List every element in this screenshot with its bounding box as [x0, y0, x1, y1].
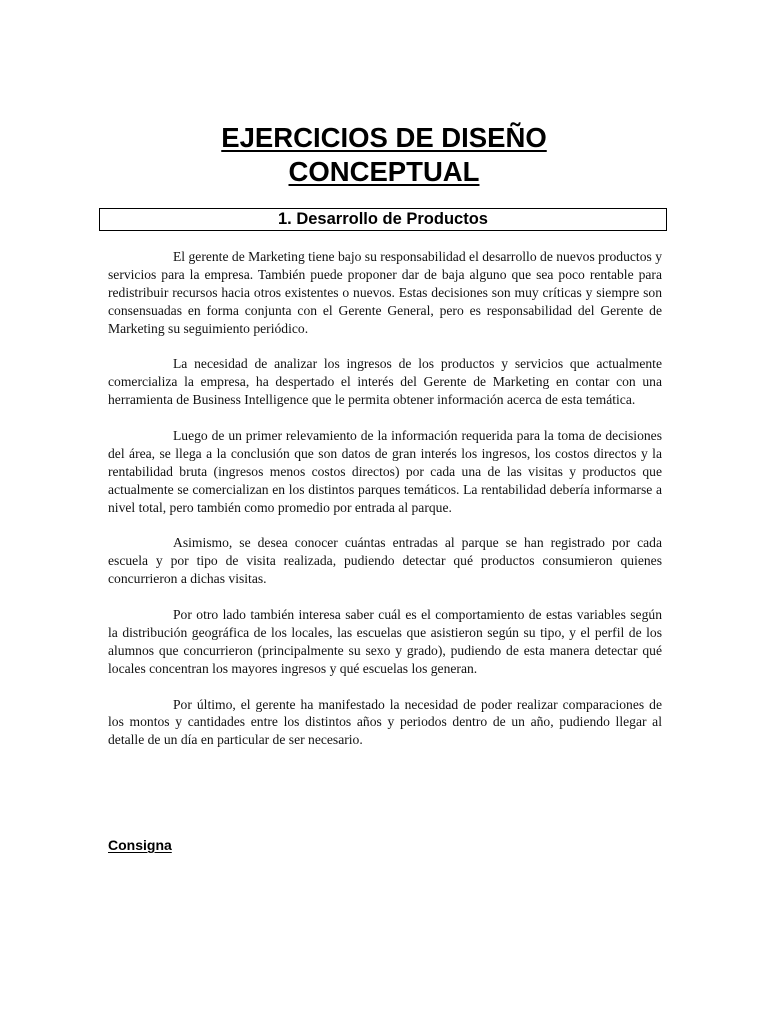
paragraph: El gerente de Marketing tiene bajo su responsabilidad el desarrollo de nuevos productos y servicios para la empresa. También puede proponer dar de baja alguno que sea poco rentable para redistribuir recursos hacia otros existentes o nuevos. Estas decisiones son muy críticas y siempre son consensuadas en forma conjunta con el Gerente General, pero es responsabilidad del Gerente de Marketing su seguimiento periódico. — [108, 249, 662, 336]
paragraph: Por otro lado también interesa saber cuál es el comportamiento de estas variables según la distribución geográfica de los locales, las escuelas que asistieron según su tipo, y el perfil de los alumnos que concurrieron (principalmente su sexo y grado), pudiendo de esta manera detectar qué locales concentran los mayores ingresos y qué escuelas los generan. — [108, 607, 662, 676]
paragraph: Por último, el gerente ha manifestado la necesidad de poder realizar comparaciones de los montos y cantidades entre los distintos años y periodos dentro de un año, pudiendo llegar al detalle de un día en particular de ser necesario. — [108, 696, 662, 748]
paragraph: Asimismo, se desea conocer cuántas entradas al parque se han registrado por cada escuela y por tipo de visita realizada, pudiendo detectar qué productos consumieron quienes concurrieron a dichas visitas. — [108, 535, 662, 587]
paragraph: Luego de un primer relevamiento de la información requerida para la toma de decisiones del área, se llega a la conclusión que son datos de gran interés los ingresos, los costos directos y la rentabilidad bruta (ingresos menos costos directos) por cada una de las visitas y productos que actualmente se comercializan en los distintos parques temáticos. La rentabilidad debería informarse a nivel total, pero también como promedio por entrada al parque. — [108, 428, 662, 515]
page-title — [0, 121, 768, 189]
section-heading: 1. Desarrollo de Productos — [99, 208, 667, 231]
title-line-2: CONCEPTUAL — [288, 156, 480, 187]
title-line-1: EJERCICIOS DE DISEÑO — [221, 122, 547, 153]
paragraph: La necesidad de analizar los ingresos de los productos y servicios que actualmente comercializa la empresa, ha despertado el interés del Gerente de Marketing en contar con una herramienta de Business Intelligence que le permita obtener información acerca de esta temática. — [108, 356, 662, 408]
consigna-heading: Consigna — [108, 837, 172, 853]
body-text — [108, 248, 662, 767]
